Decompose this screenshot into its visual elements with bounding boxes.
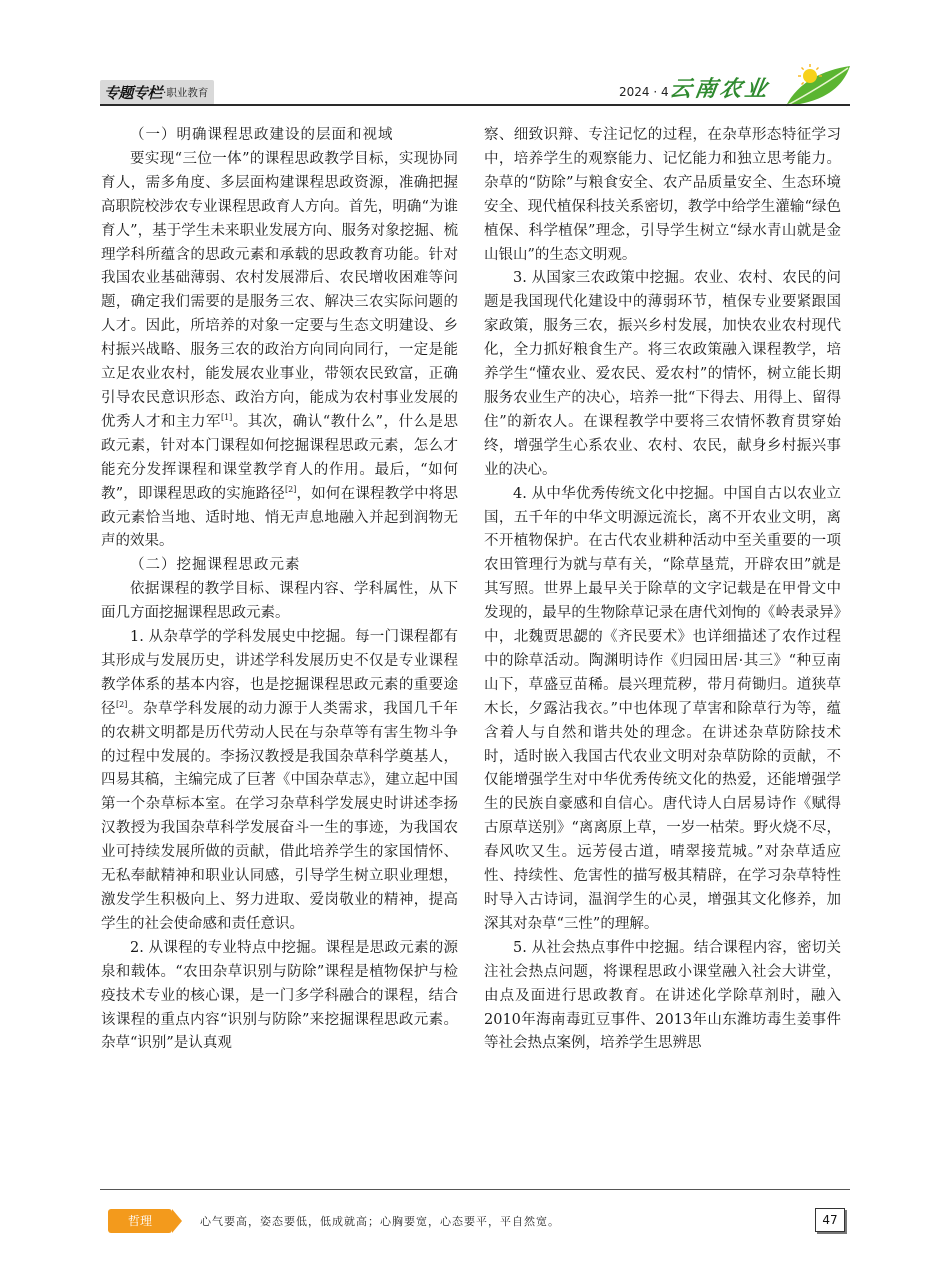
paragraph: 4. 从中华优秀传统文化中挖掘。中国自古以农业立国，五千年的中华文明源远流长，离不开农业文明，离不开植物保护。在古代农业耕种活动中至关重要的一项农田管理行为就与草有关，“除草垦荒，开辟农田”就是其写照。世界上最早关于除草的文字记载是在甲骨文中发现的，最早的生物除草记录在唐代刘恂的《岭表录异》中，北魏贾思勰的《齐民要术》也详细描述了农作过程中的除草活动。陶渊明诗作《归园田居·其三》“种豆南山下，草盛豆苗稀。晨兴理荒秽，带月荷锄归。道狭草木长，夕露沾我衣。”中也体现了草害和除草行为等，蕴含着人与自然和谐共处的理念。在讲述杂草防除技术时，适时嵌入我国古代农业文明对杂草防除的贡献，不仅能增强学生对中华优秀传统文化的热爱，还能增强学生的民族自豪感和自信心。唐代诗人白居易诗作《赋得古原草送别》“离离原上草，一岁一枯荣。野火烧不尽，春风吹又生。远芳侵古道，晴翠接荒城。”对杂草适应性、持续性、危害性的描写极其精辟，在学习杂草特性时导入古诗词，温润学生的心灵，增强其文化修养，加深其对杂草“三性”的理解。	[484, 485, 841, 932]
sun-leaf-logo-icon	[778, 62, 852, 108]
paragraph-text: 。其次，确认“教什么”，什么是思政元素，针对本门课程如何挖掘课程思政元素，怎么才能充分发挥课程和课堂教学育人的作用。最后，“如何教”，即课程思政的实施路径	[101, 413, 459, 502]
column-tag	[100, 80, 214, 105]
footer-divider	[100, 1189, 850, 1190]
column-tag-title: 专题专栏	[104, 84, 163, 102]
magazine-title: 云南农业	[667, 76, 772, 102]
paragraph: 2. 从课程的专业特点中挖掘。课程是思政元素的源泉和载体。“农田杂草识别与防除”课程是植物保护与检疫技术专业的核心课，是一门多学科融合的课程，结合该课程的重点内容“识别与防除”来挖掘课程思政元素。杂草“识别”是认真观	[101, 939, 458, 1052]
paragraph: 依据课程的教学目标、课程内容、学科属性，从下面几方面挖掘课程思政元素。	[101, 581, 458, 622]
column-tag-subtitle: ·职业教育	[163, 87, 209, 99]
header-divider	[100, 104, 850, 106]
paragraph-text: ，如何在课程教学中将思政元素恰当地、适时地、悄无声息地融入并起到润物无声的效果。	[101, 485, 458, 550]
citation: [2]	[116, 699, 128, 709]
issue-number: 2024 · 4	[619, 85, 669, 99]
paragraph: 察、细致识辩、专注记忆的过程，在杂草形态特征学习中，培养学生的观察能力、记忆能力和独立思考能力。杂草的“防除”与粮食安全、农产品质量安全、生态环境安全、现代植保科技关系密切，教学中给学生灌输“绿色植保、科学植保”理念，引导学生树立“绿水青山就是金山银山”的生态文明观。	[484, 127, 841, 263]
paragraph	[101, 626, 458, 937]
page-header	[100, 66, 850, 106]
left-column	[101, 124, 458, 1056]
footer-motto: 心气要高，姿态要低，低成就高；心胸要宽，心态要平，平自然宽。	[200, 1215, 560, 1228]
section-heading-2: （二）挖掘课程思政元素	[130, 557, 301, 574]
paragraph-text: 要实现“三位一体”的课程思政教学目标，实现协同育人，需多角度、多层面构建课程思政资源，准确把握高职院校涉农专业课程思政育人方向。首先，明确“为谁育人”，基于学生未来职业发展方向、服务对象挖掘、梳理学科所蕴含的思政元素和承载的思政教育功能。针对我国农业基础薄弱、农村发展滞后、农民增收困难等问题，确定我们需要的是服务三农、解决三农实际问题的人才。因此，所培养的对象一定要与生态文明建设、乡村振兴战略、服务三农的政治方向同向同行，一定是能立足农业农村，能发展农业事业，带领农民致富，正确引导农民意识形态、政治方向，能成为农村事业发展的优秀人才和主力军	[101, 150, 458, 430]
citation: [2]	[284, 484, 297, 494]
paragraph: 5. 从社会热点事件中挖掘。结合课程内容，密切关注社会热点问题，将课程思政小课堂融入社会大讲堂，由点及面进行思政教育。在讲述化学除草剂时，融入2010年海南毒豇豆事件、2013年山东潍坊毒生姜事件等社会热点案例，培养学生思辨思	[484, 939, 841, 1052]
page-number: 47	[815, 1208, 845, 1232]
footer-tag: 哲理	[108, 1209, 172, 1233]
paragraph: 3. 从国家三农政策中挖掘。农业、农村、农民的问题是我国现代化建设中的薄弱环节，植保专业要紧跟国家政策，服务三农，振兴乡村发展，加快农业农村现代化，全力抓好粮食生产。将三农政策融入课程教学，培养学生“懂农业、爱农民、爱农村”的情怀，树立能长期服务农业生产的决心，培养一批“下得去、用得上、留得住”的新农人。在课程教学中要将三农情怀教育贯穿始终，增强学生心系农业、农村、农民，献身乡村振兴事业的决心。	[484, 270, 841, 478]
citation: [1]	[220, 413, 233, 423]
right-column	[484, 124, 841, 1056]
paragraph-text: 1. 从杂草学的学科发展史中挖掘。每一门课程都有其形成与发展历史，讲述学科发展历史不仅是专业课程教学体系的基本内容，也是挖掘课程思政元素的重要途径	[101, 629, 458, 717]
paragraph	[101, 148, 458, 554]
paragraph-text: 。杂草学科发展的动力源于人类需求，我国几千年的农耕文明都是历代劳动人民在与杂草等有害生物斗争的过程中发展的。李扬汉教授是我国杂草科学奠基人，四易其稿，主编完成了巨著《中国杂草志》，建立起中国第一个杂草标本室。在学习杂草科学发展史时讲述李扬汉教授为我国杂草科学发展奋斗一生的事迹，为我国农业可持续发展所做的贡献，借此培养学生的家国情怀、无私奉献精神和职业认同感，引导学生树立职业理想，激发学生积极向上、努力进取、爱岗敬业的精神，提高学生的社会使命感和责任意识。	[101, 700, 459, 932]
section-heading-1: （一）明确课程思政建设的层面和视域	[130, 127, 394, 143]
